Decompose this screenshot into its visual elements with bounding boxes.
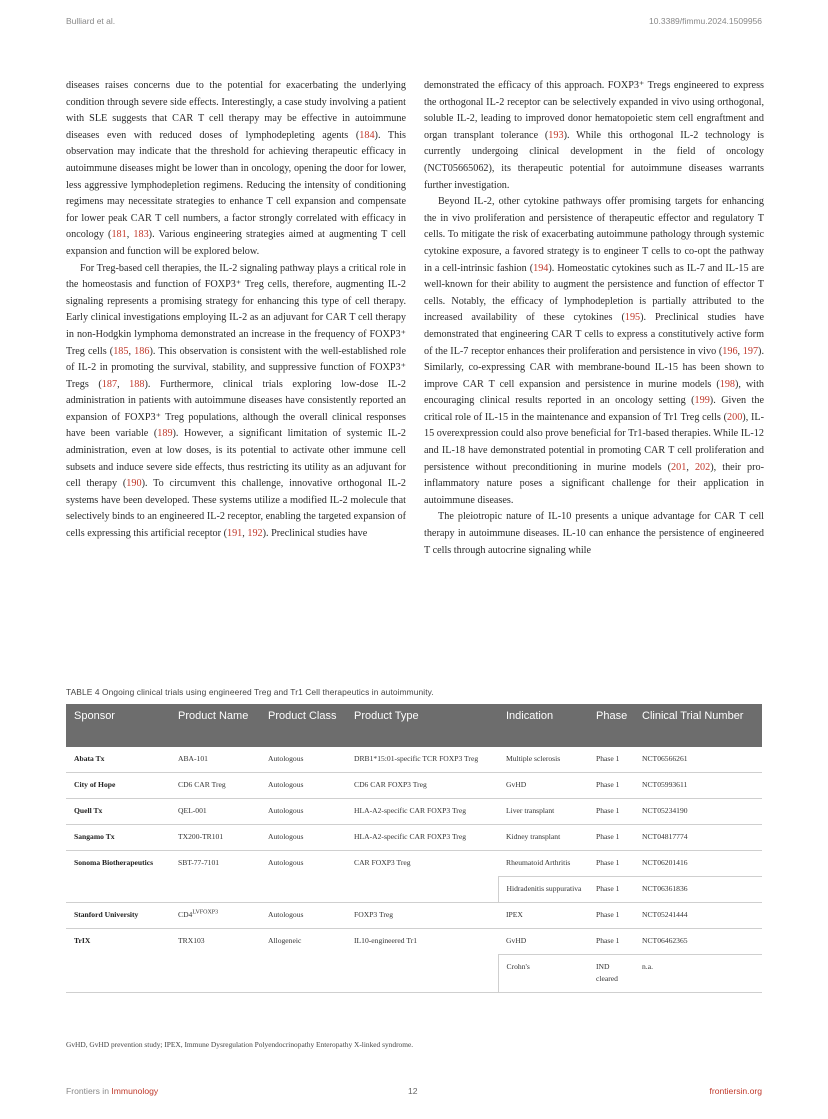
- citation-link[interactable]: 181: [111, 229, 127, 241]
- header-product-class: Product Class: [260, 704, 346, 747]
- table-row: [66, 851, 762, 877]
- cell-nct: NCT04817774: [634, 825, 762, 851]
- cell-indication: Liver transplant: [498, 799, 588, 825]
- cell-klass: Autologous: [260, 799, 346, 825]
- body-text: ,: [128, 345, 135, 357]
- body-text: ). To circumvent this challenge, innovative orthogonal IL-2 systems have been developed. These systems utilize a modified IL-2 molecule that selectively binds to an engineered IL-2 receptor, enabling the targeted expansion of cells expressing this artificial receptor (: [66, 478, 406, 540]
- citation-link[interactable]: 191: [226, 528, 243, 540]
- cell-nct: NCT06201416: [634, 851, 762, 877]
- body-text: ). This observation is consistent with the well-established role of IL-2 in promoting the survival, stability, and suppressive function of FOXP3⁺ Tregs (: [66, 345, 407, 390]
- footer-journal-prefix: Frontiers in: [66, 1086, 112, 1096]
- cell-sponsor: Abata Tx: [66, 747, 170, 773]
- cell-name: TX200-TR101: [170, 825, 260, 851]
- cell-phase: Phase 1: [588, 747, 634, 773]
- left-column-paragraph: [66, 261, 406, 543]
- cell-nct: NCT06361836: [634, 877, 762, 903]
- cell-nct: NCT05241444: [634, 903, 762, 929]
- cell-name: [170, 903, 260, 929]
- cell-nct: NCT06566261: [634, 747, 762, 773]
- cell-type: CD6 CAR FOXP3 Treg: [346, 773, 498, 799]
- running-head-doi: 10.3389/fimmu.2024.1509956: [649, 16, 762, 26]
- body-text: ). While this orthogonal IL-2 technology is currently undergoing clinical development in the field of oncology (NCT05665062), its therapeutic potential for autoimmune diseases warrants further investigation.: [424, 129, 765, 191]
- citation-link[interactable]: 201: [671, 461, 687, 473]
- left-text-column: [66, 78, 406, 543]
- cell-klass: Allogeneic: [260, 929, 346, 993]
- cell-sponsor: City of Hope: [66, 773, 170, 799]
- table-caption: TABLE 4 Ongoing clinical trials using engineered Treg and Tr1 Cell therapeutics in autoimmunity.: [66, 687, 434, 697]
- cell-sponsor: Stanford University: [66, 903, 170, 929]
- citation-link[interactable]: 187: [101, 378, 118, 390]
- citation-link[interactable]: 197: [742, 345, 759, 357]
- cell-indication: Multiple sclerosis: [498, 747, 588, 773]
- cell-nct: NCT05234190: [634, 799, 762, 825]
- cell-type: HLA-A2-specific CAR FOXP3 Treg: [346, 825, 498, 851]
- header-sponsor: Sponsor: [66, 704, 170, 747]
- body-text: ,: [737, 345, 743, 357]
- body-text: ,: [686, 461, 695, 473]
- body-text: The pleiotropic nature of IL-10 presents a unique advantage for CAR T cell therapy in autoimmune diseases. IL-10 can enhance the persistence of engineered T cells through autocrine signaling while: [424, 511, 764, 556]
- cell-klass: Autologous: [260, 825, 346, 851]
- citation-link[interactable]: 193: [548, 129, 564, 141]
- citation-link[interactable]: 198: [719, 378, 735, 390]
- cell-sponsor: Sonoma Biotherapeutics: [66, 851, 170, 903]
- product-name-base: CD4: [178, 910, 193, 919]
- citation-link[interactable]: 200: [727, 411, 743, 423]
- body-text: ), their pro-inflammatory nature poses a significant challenge for their application in autoimmune diseases.: [424, 461, 764, 506]
- citation-link[interactable]: 202: [694, 461, 711, 473]
- citation-link[interactable]: 194: [533, 262, 549, 274]
- table-row: [66, 929, 762, 955]
- cell-phase: Phase 1: [588, 877, 634, 903]
- header-product-name: Product Name: [170, 704, 260, 747]
- citation-link[interactable]: 190: [126, 478, 142, 490]
- citation-link[interactable]: 185: [113, 345, 129, 357]
- clinical-trials-table: [66, 704, 762, 993]
- body-text: ). Various engineering strategies aimed at augmenting T cell expansion and function will be explored below.: [66, 229, 406, 257]
- table-footnote: GvHD, GvHD prevention study; IPEX, Immune Dysregulation Polyendocrinopathy Enteropathy X-linked syndrome.: [66, 1040, 414, 1049]
- cell-indication: IPEX: [498, 903, 588, 929]
- body-text: ). Furthermore, clinical trials exploring low-dose IL-2 administration in patients with autoimmune diseases have consistently reported an expansion of FOXP3⁺ Treg populations, although the overall clinical responses have been variable (: [66, 378, 406, 440]
- body-text: ), IL-15 overexpression could also prove beneficial for Tr1-based therapies. While IL-12 and IL-18 have demonstrated potential in promoting CAR T cell proliferation and persistence without preconditioning in murine models (: [424, 411, 765, 473]
- cell-name: ABA-101: [170, 747, 260, 773]
- cell-type: IL10-engineered Tr1: [346, 929, 498, 993]
- cell-name: TRX103: [170, 929, 260, 993]
- citation-link[interactable]: 196: [722, 345, 738, 357]
- right-column-paragraph: [424, 78, 764, 194]
- body-text: ,: [242, 528, 248, 540]
- body-text: ). Given the critical role of IL-15 in the maintenance and expansion of Tr1 Treg cells (: [424, 395, 764, 423]
- citation-link[interactable]: 188: [129, 378, 145, 390]
- header-phase: Phase: [588, 704, 634, 747]
- cell-type: HLA-A2-specific CAR FOXP3 Treg: [346, 799, 498, 825]
- cell-sponsor: Quell Tx: [66, 799, 170, 825]
- table-row: [66, 799, 762, 825]
- body-text: ). This observation may indicate that the threshold for achieving therapeutic efficacy in autoimmune diseases might be lower than in oncology, opening the door for lower, less aggressive lymphodepletion regimens. Reducing the intensity of conditioning regimens may necessitate strategies to enhance T cell expansion and compensate for lower peak CAR T cell numbers, a factor strongly correlated with efficacy in oncology (: [66, 129, 407, 241]
- cell-nct: NCT05993611: [634, 773, 762, 799]
- body-text: diseases raises concerns due to the potential for exacerbating the underlying condition through severe side effects. Interestingly, a case study involving a patient with SLE suggests that CAR T cell therapy may be effective in autoimmune diseases even with reduced doses of lymphodepleting agents (: [66, 80, 406, 141]
- right-text-column: [424, 78, 764, 559]
- table-row: [66, 825, 762, 851]
- cell-indication: GvHD: [498, 773, 588, 799]
- header-clinical-trial-number: Clinical Trial Number: [634, 704, 762, 747]
- cell-indication: Hidradenitis suppurativa: [498, 877, 588, 903]
- cell-nct: NCT06462365: [634, 929, 762, 955]
- cell-name: QEL-001: [170, 799, 260, 825]
- header-indication: Indication: [498, 704, 588, 747]
- cell-phase: IND cleared: [588, 955, 634, 993]
- cell-nct: n.a.: [634, 955, 762, 993]
- body-text: ). Preclinical studies have demonstrated that engineering CAR T cells to express a constitutively active form of the IL-7 receptor enhances their proliferation and persistence in vivo (: [424, 312, 764, 357]
- footer-site-link[interactable]: frontiersin.org: [709, 1086, 762, 1096]
- citation-link[interactable]: 192: [247, 528, 263, 540]
- citation-link[interactable]: 199: [694, 395, 710, 407]
- body-text: ). Preclinical studies have: [262, 528, 368, 540]
- table-row: [66, 773, 762, 799]
- cell-name: SBT-77-7101: [170, 851, 260, 903]
- table-body: [66, 747, 762, 993]
- cell-indication: Crohn's: [498, 955, 588, 993]
- running-head-authors: Bulliard et al.: [66, 16, 116, 26]
- body-text: ,: [117, 378, 130, 390]
- body-text: ). Homeostatic cytokines such as IL-7 and IL-15 are well-known for their ability to augment the persistence and function of effector T cells. Notably, the efficacy of lymphodepletion is partially attributed to the increased availability of these cytokines (: [424, 262, 764, 324]
- footer-journal: [66, 1086, 158, 1096]
- header-product-type: Product Type: [346, 704, 498, 747]
- cell-phase: Phase 1: [588, 851, 634, 877]
- product-name-superscript: LVFOXP3: [192, 909, 219, 916]
- right-column-paragraph: [424, 194, 764, 509]
- citation-link[interactable]: 189: [157, 428, 173, 440]
- body-text: demonstrated the efficacy of this approach. FOXP3⁺ Tregs engineered to express the orthogonal IL-2 receptor can be selectively expanded in vivo using orthogonal, soluble IL-2, leading to improved donor hematopoietic stem cell engraftment and organ transplant tolerance (: [424, 80, 764, 141]
- cell-type: CAR FOXP3 Treg: [346, 851, 498, 903]
- citation-link[interactable]: 184: [359, 129, 375, 141]
- body-text: ). Similarly, co-expressing CAR with membrane-bound IL-15 has been shown to improve CAR T cell expansion and persistence in murine models (: [424, 345, 764, 390]
- page-number: 12: [408, 1086, 418, 1096]
- table-row: [66, 903, 762, 929]
- body-text: Beyond IL-2, other cytokine pathways offer promising targets for enhancing the in vivo proliferation and persistence of therapeutic effector and regulatory T cells. To mitigate the risk of exacerbating autoimmune pathology through systemic cytokine exposure, a favored strategy is to engineer T cells to co-opt the pathway in a cell-intrinsic fashion (: [424, 196, 764, 274]
- left-column-paragraph: [66, 78, 406, 261]
- cell-phase: Phase 1: [588, 773, 634, 799]
- cell-klass: Autologous: [260, 851, 346, 903]
- cell-indication: Rheumatoid Arthritis: [498, 851, 588, 877]
- table-header-row: [66, 704, 762, 747]
- cell-indication: GvHD: [498, 929, 588, 955]
- right-column-paragraph: [424, 509, 764, 559]
- body-text: ,: [126, 229, 134, 241]
- cell-klass: Autologous: [260, 903, 346, 929]
- cell-phase: Phase 1: [588, 825, 634, 851]
- body-text: For Treg-based cell therapies, the IL-2 signaling pathway plays a critical role in the homeostasis and function of FOXP3⁺ Treg cells, therefore, augmenting IL-2 signaling represents a promising strategy for enhancing this type of cell therapy. Early clinical investigations employing IL-2 as an adjuvant for CAR T cell therapy in non-Hodgkin lymphoma demonstrated an increase in the frequency of FOXP3⁺ Treg cells (: [66, 262, 406, 357]
- cell-klass: Autologous: [260, 773, 346, 799]
- cell-type: FOXP3 Treg: [346, 903, 498, 929]
- body-text: ). However, a significant limitation of systemic IL-2 administration, even at low doses, is its potential to activate other immune cell subsets and induce severe side effects, thus restricting its utility as an adjuvant for cell therapy (: [66, 428, 407, 490]
- cell-type: DRB1*15:01-specific TCR FOXP3 Treg: [346, 747, 498, 773]
- body-text: ), with encouraging clinical results reported in an oncology setting (: [424, 378, 764, 407]
- cell-name: CD6 CAR Treg: [170, 773, 260, 799]
- citation-link[interactable]: 186: [134, 345, 150, 357]
- cell-phase: Phase 1: [588, 903, 634, 929]
- cell-indication: Kidney transplant: [498, 825, 588, 851]
- cell-phase: Phase 1: [588, 799, 634, 825]
- cell-sponsor: TrIX: [66, 929, 170, 993]
- citation-link[interactable]: 195: [624, 312, 641, 324]
- table-row: [66, 747, 762, 773]
- cell-phase: Phase 1: [588, 929, 634, 955]
- cell-klass: Autologous: [260, 747, 346, 773]
- footer-journal-name: Immunology: [111, 1086, 159, 1096]
- citation-link[interactable]: 183: [133, 229, 149, 241]
- cell-sponsor: Sangamo Tx: [66, 825, 170, 851]
